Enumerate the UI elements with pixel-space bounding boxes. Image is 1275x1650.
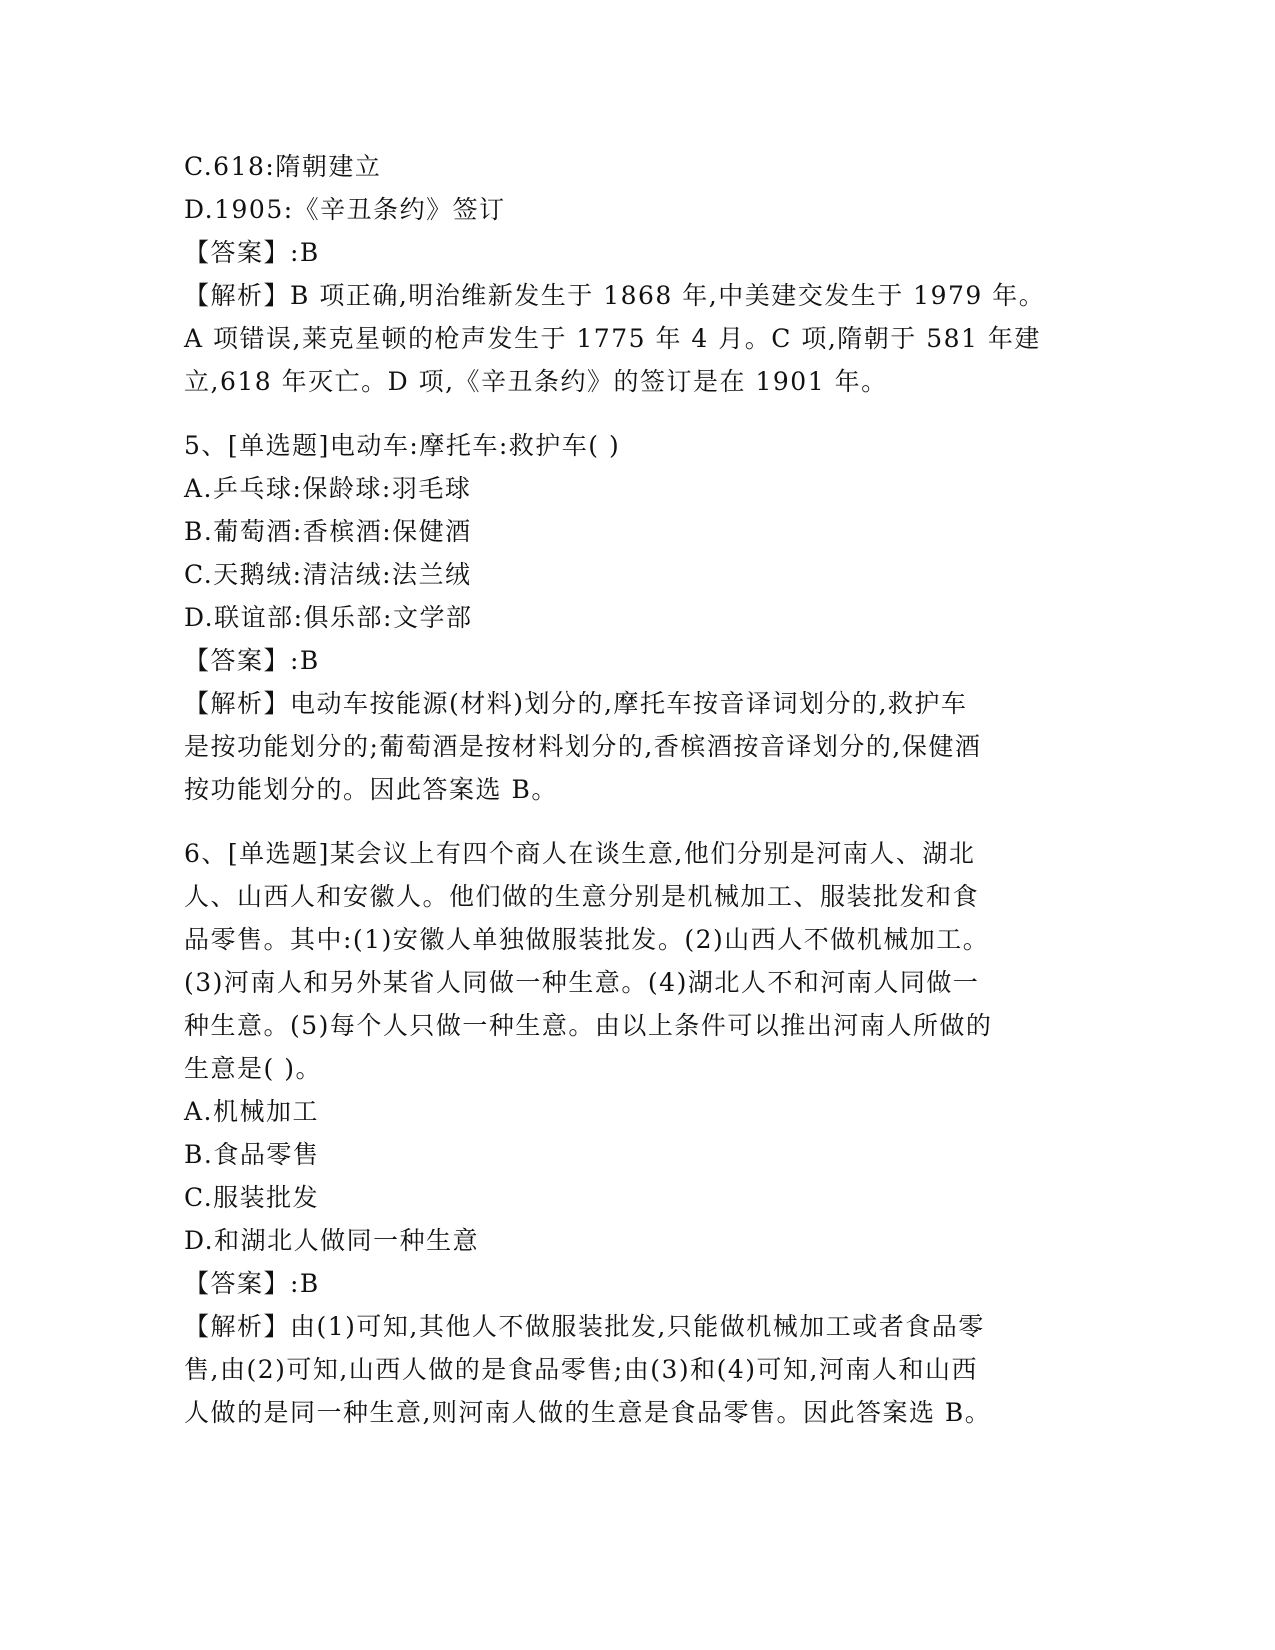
q4-option-c: C.618:隋朝建立 xyxy=(184,152,382,181)
q4-analysis-line: 【解析】B 项正确,明治维新发生于 1868 年,中美建交发生于 1979 年。 xyxy=(184,281,1046,310)
q5-option-c: C.天鹅绒:清洁绒:法兰绒 xyxy=(184,560,472,589)
q6-option-b: B.食品零售 xyxy=(184,1140,320,1169)
q5-stem: 5、[单选题]电动车:摩托车:救护车( ) xyxy=(184,431,621,460)
q4-analysis-line: A 项错误,莱克星顿的枪声发生于 1775 年 4 月。C 项,隋朝于 581 年建 xyxy=(184,324,1041,353)
q5-analysis-line: 是按功能划分的;葡萄酒是按材料划分的,香槟酒按音译划分的,保健酒 xyxy=(184,732,982,761)
q4-analysis-line: 立,618 年灭亡。D 项,《辛丑条约》的签订是在 1901 年。 xyxy=(184,367,888,396)
q5-option-b: B.葡萄酒:香槟酒:保健酒 xyxy=(184,517,472,546)
q5-option-d: D.联谊部:俱乐部:文学部 xyxy=(184,603,473,632)
q6-option-a: A.机械加工 xyxy=(184,1097,320,1126)
q6-option-d: D.和湖北人做同一种生意 xyxy=(184,1226,480,1255)
question-6 xyxy=(184,832,1084,1434)
q6-analysis-line: 人做的是同一种生意,则河南人做的生意是食品零售。因此答案选 B。 xyxy=(184,1398,992,1427)
q6-stem-line: 种生意。(5)每个人只做一种生意。由以上条件可以推出河南人所做的 xyxy=(184,1011,993,1040)
q5-analysis-line: 【解析】电动车按能源(材料)划分的,摩托车按音译词划分的,救护车 xyxy=(184,689,968,718)
q5-analysis-line: 按功能划分的。因此答案选 B。 xyxy=(184,775,558,804)
q6-stem-line: 人、山西人和安徽人。他们做的生意分别是机械加工、服装批发和食 xyxy=(184,882,980,911)
question-5 xyxy=(184,424,1084,811)
question-4-tail xyxy=(184,145,1084,403)
q6-stem-line: 6、[单选题]某会议上有四个商人在谈生意,他们分别是河南人、湖北 xyxy=(184,839,976,868)
q6-analysis-line: 售,由(2)可知,山西人做的是食品零售;由(3)和(4)可知,河南人和山西 xyxy=(184,1355,979,1384)
document-page xyxy=(184,145,1084,1434)
q4-answer: 【答案】:B xyxy=(184,238,320,267)
q6-stem-line: 品零售。其中:(1)安徽人单独做服装批发。(2)山西人不做机械加工。 xyxy=(184,925,990,954)
q6-analysis-line: 【解析】由(1)可知,其他人不做服装批发,只能做机械加工或者食品零 xyxy=(184,1312,985,1341)
q5-option-a: A.乒乓球:保龄球:羽毛球 xyxy=(184,474,472,503)
q6-answer: 【答案】:B xyxy=(184,1269,320,1298)
q4-option-d: D.1905:《辛丑条约》签订 xyxy=(184,195,506,224)
q6-stem-line: 生意是( )。 xyxy=(184,1054,322,1083)
q6-stem-line: (3)河南人和另外某省人同做一种生意。(4)湖北人不和河南人同做一 xyxy=(184,968,980,997)
q5-answer: 【答案】:B xyxy=(184,646,320,675)
q6-option-c: C.服装批发 xyxy=(184,1183,320,1212)
